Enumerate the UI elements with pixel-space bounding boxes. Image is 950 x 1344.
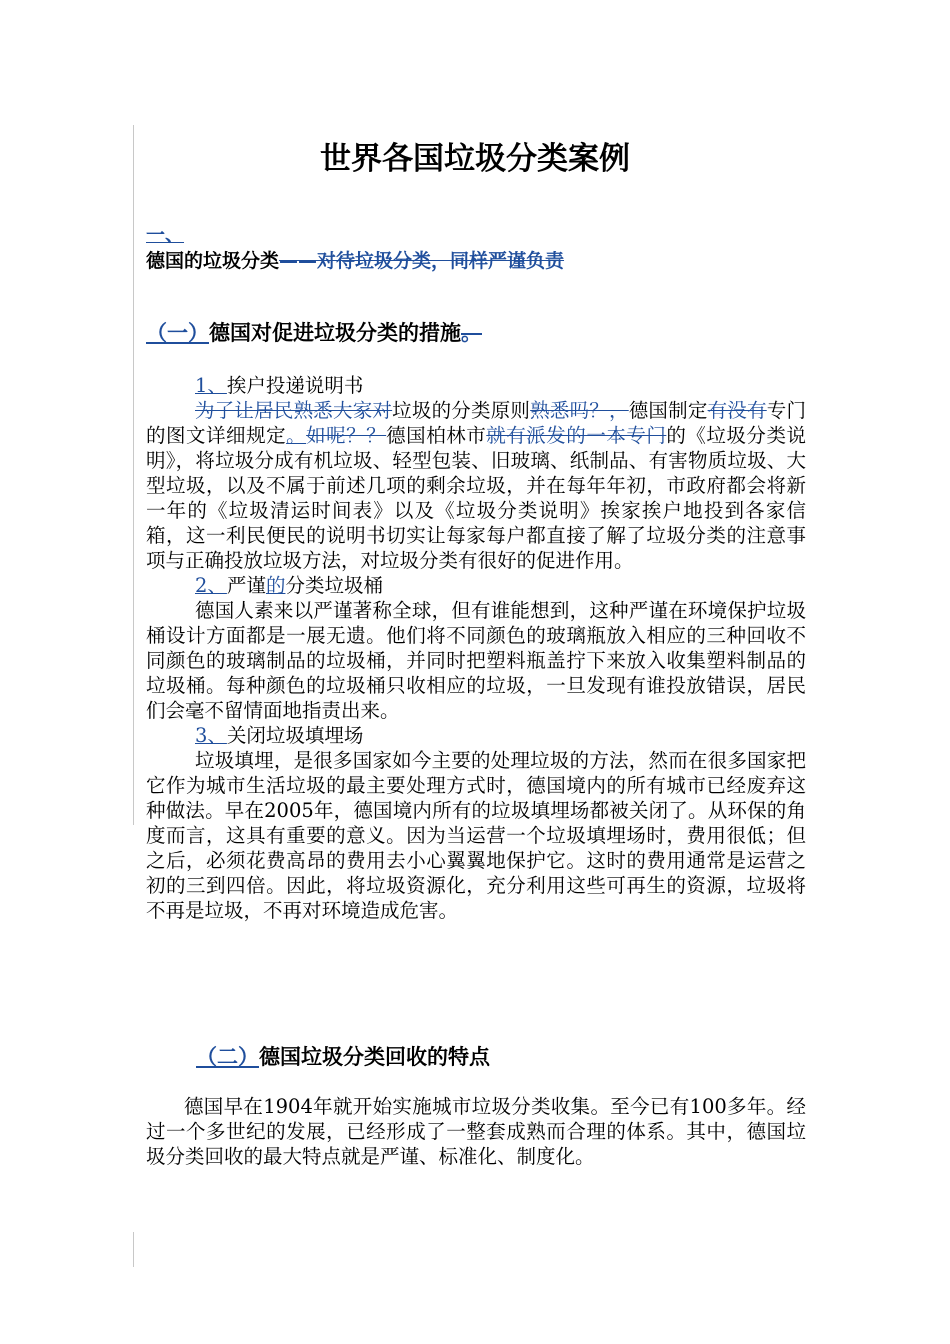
subsection2-number: （二） <box>196 1045 259 1069</box>
revision-deleted: 为了让居民熟悉大家对 <box>195 399 393 422</box>
item3-paragraph: 垃圾填埋，是很多国家如今主要的处理垃圾的方法，然而在很多国家把它作为城市生活垃圾的最主要处理方式时，德国境内的所有城市已经废弃这种做法。早在2005年，德国境内所有的垃圾填埋场都被关闭了。从环保的角度而言，这具有重要的意义。因为当运营一个垃圾填埋场时，费用很低；但之后，必须花费高昂的费用去小心翼翼地保护它。这时的费用通常是运营之初的三到四倍。因此，将垃圾资源化，充分利用这些可再生的资源，垃圾将不再是垃圾，不再对环境造成危害。 <box>146 749 806 922</box>
item1-paragraph <box>146 398 806 573</box>
revision-deleted: 有没有 <box>707 399 767 422</box>
item1-title: 挨户投递说明书 <box>226 374 364 397</box>
subsection2-body <box>146 1094 806 1169</box>
text-run: 垃圾的分类原则 <box>392 399 531 422</box>
revision-deleted: 如呢？？ <box>306 424 387 447</box>
subsection2-paragraph: 德国早在1904年就开始实施城市垃圾分类收集。至今已有100多年。经过一个多世纪的发展，已经形成了一整套成熟而合理的体系。其中，德国垃圾分类回收的最大特点就是严谨、标准化、制度化。 <box>146 1095 806 1168</box>
margin-line-top <box>133 125 134 825</box>
revision-inserted: 的 <box>265 574 286 597</box>
subsection2-title: 德国垃圾分类回收的特点 <box>259 1045 490 1069</box>
item3-number: 3、 <box>195 724 227 747</box>
item1-heading <box>146 373 806 398</box>
revision-inserted: 。 <box>286 424 307 447</box>
item3-title: 关闭垃圾填埋场 <box>226 724 364 747</box>
revision-deleted: 就有派发的一本专门 <box>486 424 667 447</box>
item2-number: 2、 <box>195 574 227 597</box>
item2-paragraph: 德国人素来以严谨著称全球，但有谁能想到，这种严谨在环境保护垃圾桶设计方面都是一展无遗。他们将不同颜色的玻璃瓶放入相应的三种回收不同颜色的玻璃制品的垃圾桶，并同时把塑料瓶盖拧下来放入收集塑料制品的垃圾桶。每种颜色的垃圾桶只收相应的垃圾，一旦发现有谁投放错误，居民们会毫不留情面地指责出来。 <box>146 599 806 722</box>
section1-deleted-subtitle: ——对待垃圾分类，同样严谨负责 <box>279 250 565 272</box>
subsection1-title: 德国对促进垃圾分类的措施 <box>209 321 461 345</box>
document-title: 世界各国垃圾分类案例 <box>320 141 630 177</box>
subsection2-heading <box>196 1042 490 1072</box>
text-run: 德国柏林市 <box>386 424 487 447</box>
text-run: 德国制定 <box>628 399 708 422</box>
item2-title: 严谨 <box>226 574 266 597</box>
subsection1-end-mark: 。 <box>461 321 482 345</box>
subsection1-number: （一） <box>146 321 209 345</box>
text-run: 专门的图文详细规定 <box>146 399 806 447</box>
margin-line-bottom <box>133 1232 134 1267</box>
item1-number: 1、 <box>195 374 227 397</box>
revision-deleted: 熟悉吗？， <box>530 399 629 422</box>
item2-heading <box>146 573 806 598</box>
section1-title: 德国的垃圾分类 <box>146 250 280 272</box>
item3-heading <box>146 723 806 748</box>
text-run: 的《垃圾分类说明》，将垃圾分成有机垃圾、轻型包装、旧玻璃、纸制品、有害物质垃圾、大型垃圾，以及不属于前述几项的剩余垃圾，并在每年年初，市政府都会将新一年的《垃圾清运时间表》以及《垃圾分类说明》挨家挨户地投到各家信箱，这一利民便民的说明书切实让每家每户都直接了解了垃圾分类的注意事项与正确投放垃圾方法，对垃圾分类有很好的促进作用。 <box>146 424 806 572</box>
subsection1-body <box>146 373 806 923</box>
item2-title-rest: 分类垃圾桶 <box>285 574 383 597</box>
section1-heading <box>146 224 564 276</box>
subsection1-heading <box>146 318 482 348</box>
section1-number: 一、 <box>146 224 185 246</box>
